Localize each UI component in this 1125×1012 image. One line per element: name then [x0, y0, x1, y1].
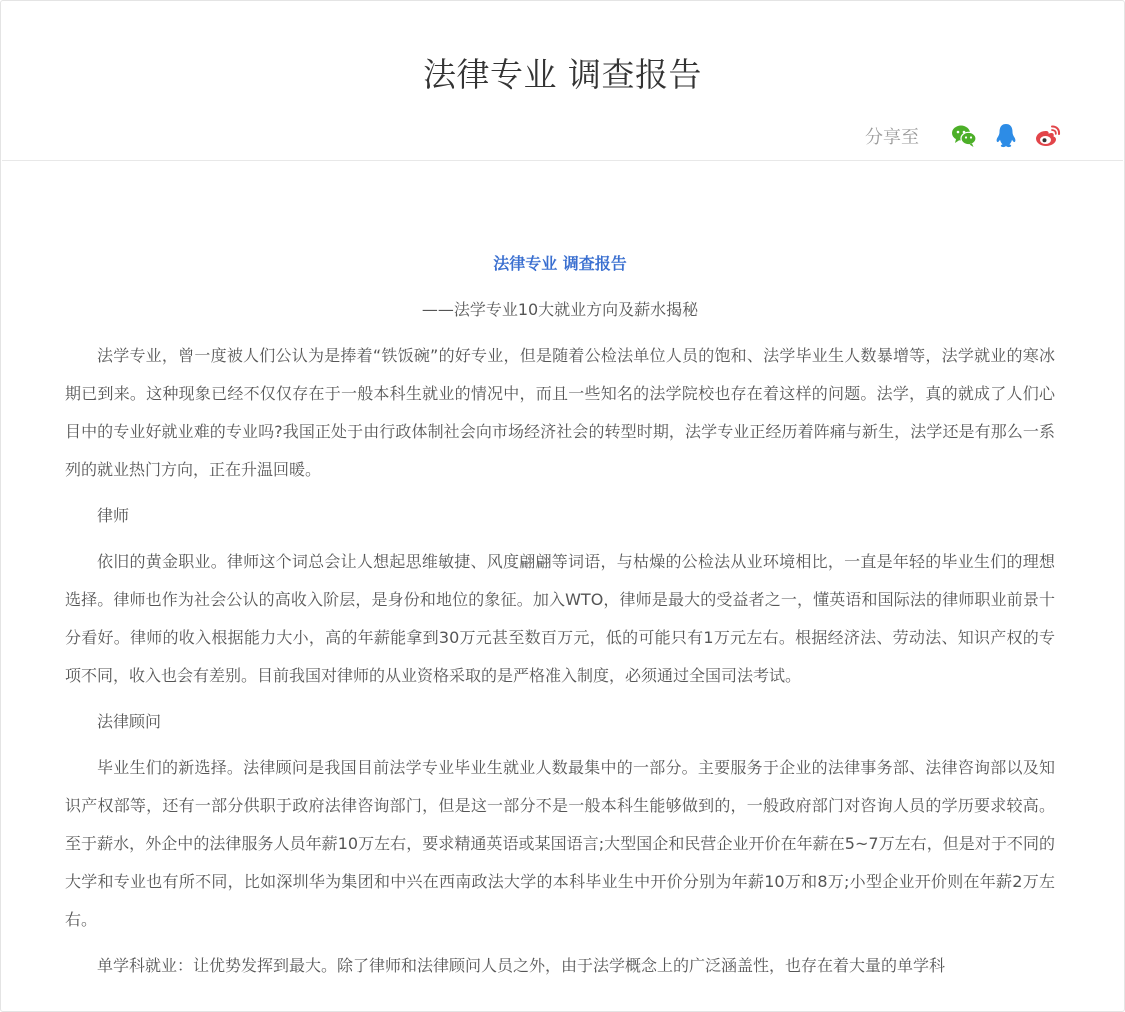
wechat-icon[interactable]: [951, 123, 977, 149]
weibo-icon[interactable]: [1035, 123, 1061, 149]
section-body-legal-advisor: 毕业生们的新选择。法律顾问是我国目前法学专业毕业生就业人数最集中的一部分。主要服务于企业的法律事务部、法律咨询部以及知识产权部等，还有一部分供职于政府法律咨询部门，但是这一部分不是一般本科生能够做到的，一般政府部门对咨询人员的学历要求较高。至于薪水，外企中的法律服务人员年薪10万左右，要求精通英语或某国语言;大型国企和民营企业开价在年薪在5~7万左右，但是对于不同的大学和专业也有所不同，比如深圳华为集团和中兴在西南政法大学的本科毕业生中开价分别为年薪10万和8万;小型企业开价则在年薪2万左右。: [65, 758, 1055, 929]
section-heading-lawyer: 律师: [97, 506, 130, 525]
trailing-paragraph: 单学科就业：让优势发挥到最大。除了律师和法律顾问人员之外，由于法学概念上的广泛涵盖性，也存在着大量的单学科: [97, 956, 946, 975]
page-header: [2, 2, 1123, 161]
section-body-lawyer: 依旧的黄金职业。律师这个词总会让人想起思维敏捷、风度翩翩等词语，与枯燥的公检法从业环境相比，一直是年轻的毕业生们的理想选择。律师也作为社会公认的高收入阶层，是身份和地位的象征。加入WTO，律师是最大的受益者之一，懂英语和国际法的律师职业前景十分看好。律师的收入根据能力大小，高的年薪能拿到30万元甚至数百万元，低的可能只有1万元左右。根据经济法、劳动法、知识产权的专项不同，收入也会有差别。目前我国对律师的从业资格采取的是严格准入制度，必须通过全国司法考试。: [65, 552, 1055, 685]
page-title: 法律专业 调查报告: [423, 55, 702, 94]
article-subtitle: ——法学专业10大就业方向及薪水揭秘: [421, 300, 699, 319]
intro-paragraph: 法学专业，曾一度被人们公认为是捧着“铁饭碗”的好专业，但是随着公检法单位人员的饱和、法学毕业生人数暴增等，法学就业的寒冰期已到来。这种现象已经不仅仅存在于一般本科生就业的情况中，而且一些知名的法学院校也存在着这样的问题。法学，真的就成了人们心目中的专业好就业难的专业吗?我国正处于由行政体制社会向市场经济社会的转型时期，法学专业正经历着阵痛与新生，法学还是有那么一系列的就业热门方向，正在升温回暖。: [65, 346, 1055, 479]
share-label: 分享至: [865, 127, 919, 148]
share-bar: [865, 121, 1061, 151]
article-title: 法律专业 调查报告: [493, 254, 627, 273]
qq-icon[interactable]: [993, 123, 1019, 149]
article-body: [65, 245, 1055, 985]
section-heading-legal-advisor: 法律顾问: [97, 712, 162, 731]
